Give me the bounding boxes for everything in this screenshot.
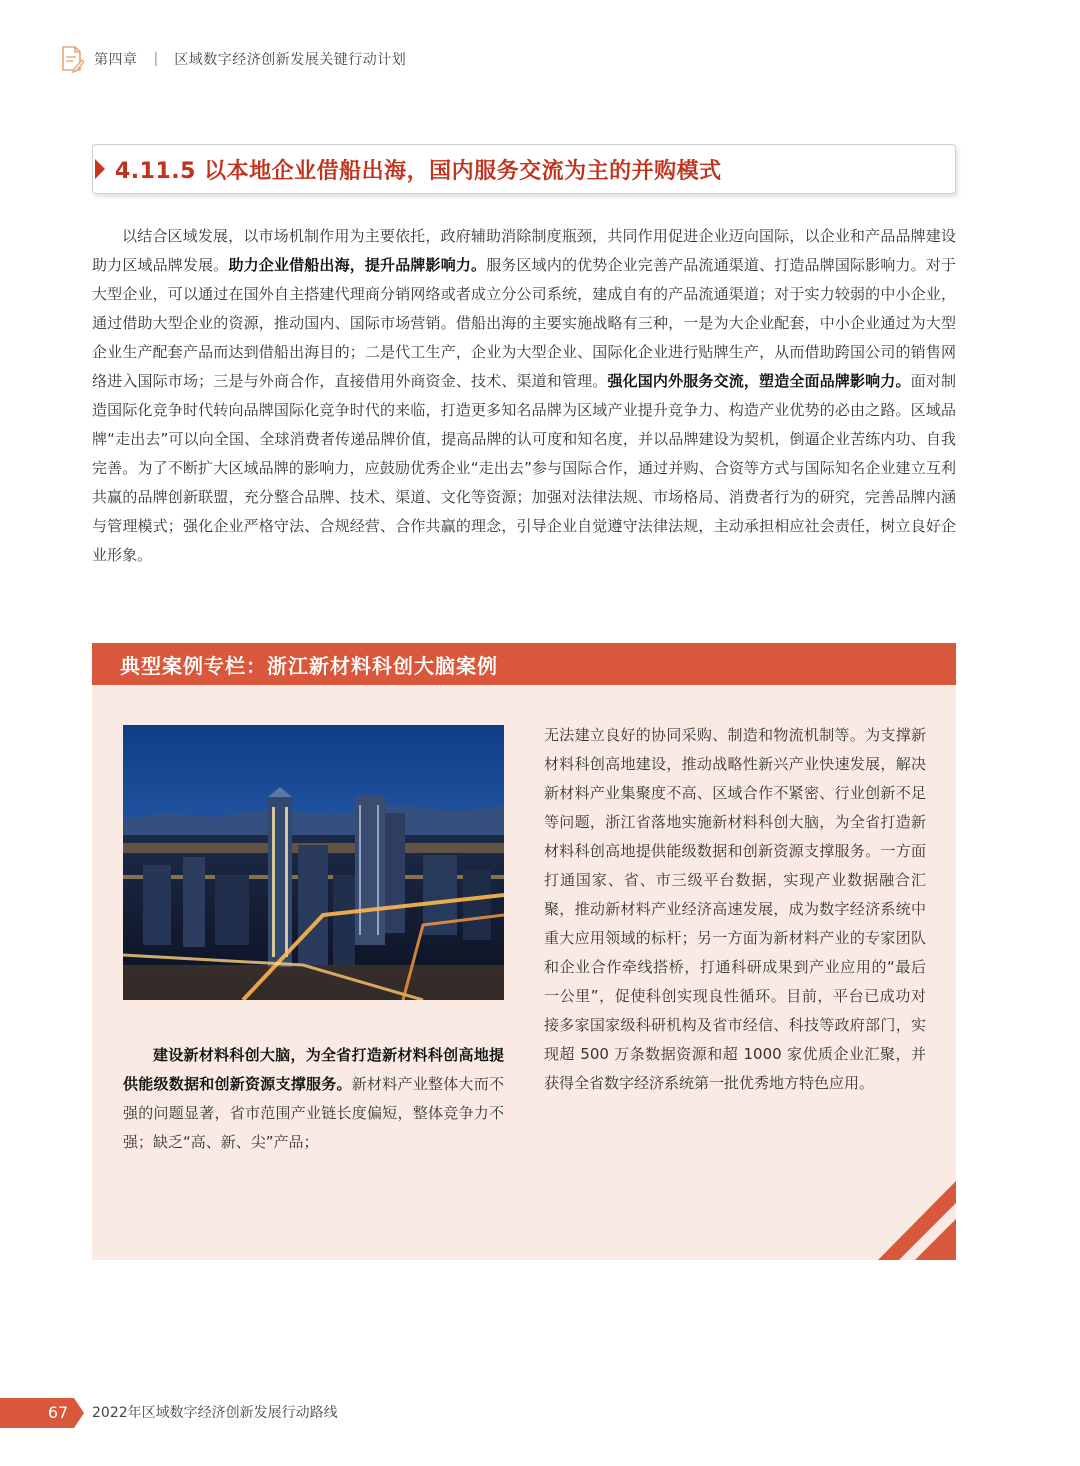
body-paragraph: [92, 222, 956, 570]
section-title-box: [92, 144, 956, 194]
title-arrow-icon: [95, 159, 105, 179]
body-text-2: 服务区域内的优势企业完善产品流通渠道、打造品牌国际影响力。对于大型企业，可以通过在国外自主搭建代理商分销网络或者成立分公司系统，建成自有的产品流通渠道；对于实力较弱的中小企业，通过借助大型企业的资源，推动国内、国际市场营销。借船出海的主要实施战略有三种，一是为大企业配套，中小企业通过为大型企业生产配套产品而达到借船出海目的；二是代工生产，企业为大型企业、国际化企业进行贴牌生产，从而借助跨国公司的销售网络进入国际市场；三是与外商合作，直接借用外商资金、技术、渠道和管理。: [92, 256, 956, 390]
body-text-1: 以结合区域发展，以市场机制作用为主要依托，政府辅助消除制度瓶颈，共同作用促进企业迈向国际，以企业和产品品牌建设助力区域品牌发展。: [92, 227, 956, 274]
footer-book-title: 2022年区域数字经济创新发展行动路线: [92, 1405, 338, 1421]
case-study-title: 典型案例专栏：浙江新材料科创大脑案例: [120, 653, 498, 678]
case-study-box: [92, 643, 956, 1260]
chapter-title: 区域数字经济创新发展关键行动计划: [174, 52, 407, 68]
case-left-bold: 建设新材料科创大脑，为全省打造新材料科创高地提供能级数据和创新资源支撑服务。: [123, 1046, 504, 1093]
body-text-3: 面对制造国际化竞争时代转向品牌国际化竞争时代的来临，打造更多知名品牌为区域产业提升竞争力、构造产业优势的必由之路。区域品牌“走出去”可以向全国、全球消费者传递品牌价值，提高品牌的认可度和知名度，并以品牌建设为契机，倒逼企业苦练内功、自我完善。为了不断扩大区域品牌的影响力，应鼓励优秀企业“走出去”参与国际合作，通过并购、合资等方式与国际知名企业建立互利共赢的品牌创新联盟，充分整合品牌、技术、渠道、文化等资源；加强对法律法规、市场格局、消费者行为的研究，完善品牌内涵与管理模式；强化企业严格守法、合规经营、合作共赢的理念，引导企业自觉遵守法律法规，主动承担相应社会责任，树立良好企业形象。: [92, 372, 956, 564]
section-title: 4.11.5 以本地企业借船出海，国内服务交流为主的并购模式: [115, 158, 722, 184]
city-night-skyline-photo: [123, 725, 504, 1000]
header-separator: |: [153, 51, 159, 67]
page-number: 67: [47, 1403, 69, 1422]
document-pencil-icon: [60, 45, 84, 73]
case-study-header: [92, 643, 956, 685]
body-bold-1: 助力企业借船出海，提升品牌影响力。: [228, 256, 487, 274]
chapter-label: 第四章: [94, 52, 138, 68]
case-left-text: [123, 1041, 504, 1157]
running-header: [60, 44, 406, 74]
body-bold-2: 强化国内外服务交流，塑造全面品牌影响力。: [607, 372, 911, 390]
case-left-normal: 新材料产业整体大而不强的问题显著，省市范围产业链长度偏短，整体竞争力不强；缺乏“高、新、尖”产品；: [123, 1075, 504, 1151]
case-right-text: 无法建立良好的协同采购、制造和物流机制等。为支撑新材料科创高地建设，推动战略性新兴产业快速发展，解决新材料产业集聚度不高、区域合作不紧密、行业创新不足等问题，浙江省落地实施新材料科创大脑，为全省打造新材料科创高地提供能级数据和创新资源支撑服务。一方面打通国家、省、市三级平台数据，实现产业数据融合汇聚，推动新材料产业经济高速发展，成为数字经济系统中重大应用领域的标杆；另一方面为新材料产业的专家团队和企业合作牵线搭桥，打通科研成果到产业应用的“最后一公里”，促使科创实现良性循环。目前，平台已成功对接多家国家级科研机构及省市经信、科技等政府部门，实现超 500 万条数据资源和超 1000 家优质企业汇聚，并获得全省数字经济系统第一批优秀地方特色应用。: [544, 726, 926, 1092]
corner-decoration-icon: [878, 1181, 956, 1260]
